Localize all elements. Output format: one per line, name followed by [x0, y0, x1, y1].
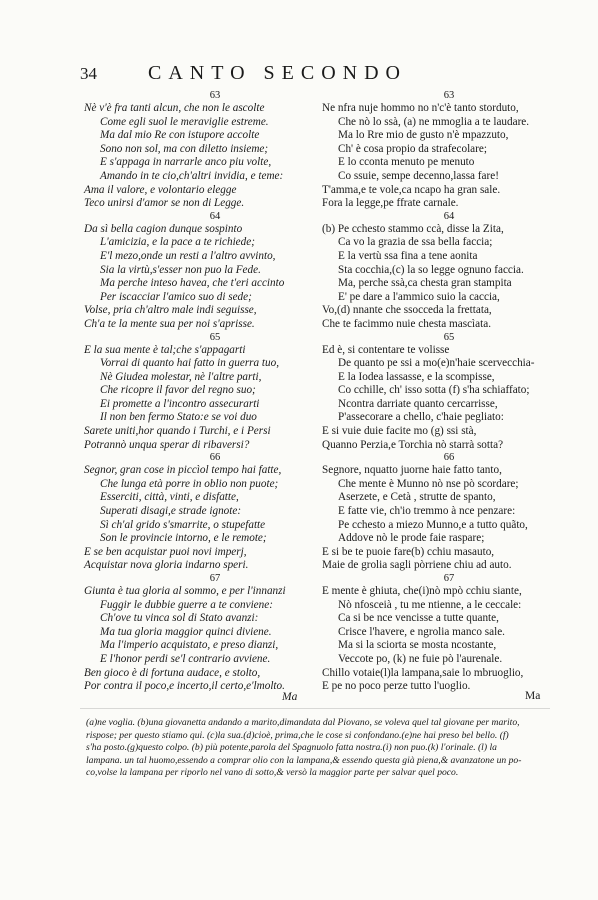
stanza-number: 64: [443, 210, 455, 222]
verse-line: E'l mezo,onde un resti a l'altro avvinto,: [100, 249, 276, 262]
stanza: [322, 332, 536, 453]
verse-line: Ch'a te la mente sua per noi s'aprisse.: [84, 317, 255, 330]
verse-line: Ch'ove tu vinca sol di Stato avanzi:: [100, 612, 259, 625]
verse-line: Ca vo la grazia de ssa bella faccia;: [338, 236, 493, 249]
verse-line: Sì ch'al grido s'smarrite, o stupefatte: [100, 518, 266, 531]
stanza: [84, 90, 316, 211]
stanza: [322, 573, 536, 694]
verse-line: Sta cocchia,(c) la so legge ognuno faccia.: [338, 263, 524, 276]
stanza: [84, 211, 316, 332]
verse-line: Potrannò unqua sperar di ribaversi?: [84, 438, 250, 451]
verse-line: E fatte vie, ch'io tremmo à nce penzare:: [338, 505, 516, 518]
verse-line: E la vertù ssa fina a tene aonita: [338, 249, 478, 262]
verse-line: Fuggir le dubbie guerre a te conviene:: [100, 598, 273, 611]
verse-line: Ama il valore, e volontario elegge: [84, 183, 237, 196]
verse-line: Volse, pria ch'altro male indi seguisse,: [84, 304, 257, 317]
verse-line: Che mente è Munno nò nse pò scordare;: [338, 477, 519, 490]
verse-line: E se ben acquistar puoi novi imperj,: [84, 545, 247, 558]
verse-line: Esserciti, città, vinti, e disfatte,: [100, 491, 239, 504]
stanza-number: 67: [209, 573, 221, 584]
footnote-line: co,volse la lampana per riporlo nel vano di sotto,& versò la maggior parte per salvar quel poco.: [86, 767, 459, 779]
verse-line: E la Iodea lassasse, e la scompisse,: [338, 370, 495, 383]
verse-line: Vo,(d) nnante che ssocceda la frettata,: [322, 304, 492, 317]
verse-line: Segnor, gran cose in piccìol tempo hai fatte,: [84, 464, 282, 477]
verse-line: Quanno Perzia,e Torchia nò starrà sotta?: [322, 438, 504, 451]
stanza: [322, 211, 536, 332]
verse-line: Da sì bella cagion dunque sospinto: [84, 222, 243, 235]
verse-line: E l'honor perdi se'l contrario avviene.: [100, 652, 271, 665]
page-number: 34: [80, 64, 97, 83]
verse-line: P'assecorare a chello, c'haie pegliato:: [338, 411, 504, 424]
stanza-number: 67: [443, 573, 455, 584]
verse-line: Ne nfra nuje hommo no n'c'è tanto storduto,: [322, 102, 519, 114]
verse-line: Che ricopre il favor del regno suo;: [100, 384, 256, 397]
verse-line: Crisce l'havere, e ngrolia manco sale.: [338, 625, 505, 638]
verse-line: T'amma,e te vole,ca ncapo ha gran sale.: [322, 183, 501, 196]
verse-line: Segnore, nquatto juorne haie fatto tanto,: [322, 464, 502, 477]
verse-line: Sarete uniti,hor quando i Turchi, e i Persi: [84, 425, 271, 438]
verse-line: L'amicizia, e la pace a te richiede;: [100, 236, 255, 249]
footnote-line: (a)ne voglia. (b)una giovanetta andando a marito,dimandata dal Piovano, se voleva quel tal giovane per marito,: [86, 717, 520, 728]
stanza: [84, 332, 316, 453]
page-header: [80, 62, 510, 88]
verse-line: Fora la legge,pe ffrate carnale.: [322, 197, 459, 210]
stanza-number: 63: [209, 90, 221, 101]
running-title: CANTO SECONDO: [148, 62, 407, 84]
verse-line: De quanto pe ssi a mo(e)n'haie scervecchia-: [338, 357, 535, 370]
footnote-line: s'ha posto.(g)questo colpo. (b) più potente,parola del Spagnuolo fatta nostra.(i) non puo.(k) l'orinale. (l) la: [86, 742, 497, 754]
verse-line: Acquistar nova gloria indarno speri.: [84, 559, 249, 572]
verse-line: Che nò lo ssà, (a) ne mmoglia a te laudare.: [338, 115, 530, 128]
verse-line: E pe no poco perze tutto l'uoglio.: [322, 680, 471, 693]
verse-line: Come egli suol le meraviglie estreme.: [100, 115, 269, 128]
verse-line: Son le provincie intorno, e le remote;: [100, 532, 267, 545]
verse-line: Pe cchesto a miezo Munno,e a tutto quãto,: [338, 518, 528, 531]
verse-line: Nè v'è fra tanti alcun, che non le ascolte: [84, 102, 265, 114]
verse-line: E si vuie duie facite mo (g) ssi stà,: [322, 425, 477, 438]
verse-line: Ca si be nce vencisse a tutte quante,: [338, 612, 499, 625]
verse-line: Co cchille, ch' isso sotta (f) s'ha schiaffato;: [338, 384, 530, 397]
verse-line: Che te facimmo nuie chesta mascìata.: [322, 317, 491, 330]
footnote-line: lampana. un tal huomo,essendo a comprar olio con la lampana,& essendo questa già piena,& avanzatone un po-: [86, 754, 522, 766]
stanza-number: 65: [209, 331, 221, 343]
verse-line: Ma tua gloria maggior quinci diviene.: [100, 625, 272, 638]
verse-line: Giunta è tua gloria al sommo, e per l'innanzi: [84, 585, 286, 597]
verse-line: E si be te puoie fare(b) cchiu masauto,: [322, 545, 495, 558]
stanza-number: 65: [443, 331, 455, 343]
verse-line: Ma l'imperio acquistato, e preso dianzi,: [100, 639, 279, 652]
verse-line: Teco unirsi d'amor se non di Legge.: [84, 197, 245, 210]
verse-line: Chillo votaie(l)la lampana,saie lo mbruoglio,: [322, 666, 524, 679]
verse-line: Veccote po, (k) ne fuie pò l'aurenale.: [338, 652, 503, 665]
verse-line: Amando in te cio,ch'altri invidia, e teme:: [100, 169, 284, 182]
footnotes: [86, 717, 548, 780]
verse-line: Ma dal mio Re con istupore accolte: [100, 129, 260, 142]
stanza: [322, 90, 536, 211]
stanza-number: 66: [209, 452, 221, 464]
verse-line: Nò nfosceià , tu me ntienne, a le ceccale:: [338, 598, 522, 611]
stanza-number: 63: [443, 90, 455, 101]
verse-line: Por contra il poco,e incerto,il certo,e'lmolto.: [84, 680, 285, 693]
verse-line: Aserzete, e Cetà , strutte de spanto,: [338, 491, 496, 504]
right-column-neapolitan: [322, 90, 536, 694]
footnote-divider: [80, 708, 550, 709]
verse-line: E la sua mente è tal;che s'appagarti: [84, 343, 246, 356]
stanza: [84, 452, 316, 573]
verse-line: E mente è ghiuta, che(i)nò mpò cchiu siante,: [322, 585, 522, 597]
verse-line: Ma lo Rre mio de gusto n'è mpazzuto,: [338, 129, 509, 142]
verse-line: E s'appaga in narrarle anco piu volte,: [100, 156, 272, 169]
verse-line: Maie de grolia sagli pòrriene chiu ad auto.: [322, 559, 512, 572]
catchword-right: Ma: [525, 690, 541, 702]
verse-line: Addove nò le prode faie raspare;: [338, 532, 485, 545]
verse-line: Ch' è cosa propio da strafecolare;: [338, 142, 487, 155]
verse-line: (b) Pe cchesto stammo ccà, disse la Zita,: [322, 222, 504, 235]
verse-line: Il non ben fermo Stato:e se voi duo: [100, 411, 257, 424]
left-column-italian: [84, 90, 316, 694]
verse-line: E lo cconta menuto pe menuto: [338, 156, 475, 169]
verse-line: Ma perche inteso havea, che t'eri accinto: [100, 277, 285, 290]
verse-line: Per iscacciar l'amico suo di sede;: [100, 290, 252, 303]
verse-line: E' pe dare a l'ammico suio la caccia,: [338, 290, 500, 303]
verse-line: Che lunga età porre in oblio non puote;: [100, 477, 279, 490]
verse-line: Ei promette a l'incontro assecurarti: [100, 397, 260, 410]
catchword-left: Ma: [282, 691, 298, 703]
verse-line: Superati disagi,e strade ignote:: [100, 505, 242, 518]
stanza: [322, 452, 536, 573]
verse-line: Ben gioco è di fortuna audace, e stolto,: [84, 666, 261, 679]
footnote-line: rispose; per questo stiamo qui. (c)la sua.(d)cioè, prima,che le cose si confondano.(e)ne hai preso bel bello. (f): [86, 729, 509, 741]
verse-line: Vorrai di quanto hai fatto in guerra tuo,: [100, 357, 280, 370]
verse-line: Ma, perche ssà,ca chesta gran stampita: [338, 277, 512, 290]
verse-line: Co ssuie, sempe decenno,lassa fare!: [338, 169, 499, 182]
verse-line: Sono non sol, ma con diletto insieme;: [100, 142, 269, 155]
stanza-number: 64: [209, 210, 221, 222]
verse-line: Ma si la sciorta se mosta ncostante,: [338, 639, 497, 652]
verse-line: Nè Giudea molestar, nè l'altre parti,: [100, 370, 262, 383]
verse-line: Ed è, si contentare te volisse: [322, 343, 450, 356]
stanza: [84, 573, 316, 694]
verse-line: Sia la virtù,s'esser non puo la Fede.: [100, 263, 261, 276]
verse-line: Ncontra darriate quanto cercarrisse,: [338, 397, 498, 410]
stanza-number: 66: [443, 452, 455, 464]
